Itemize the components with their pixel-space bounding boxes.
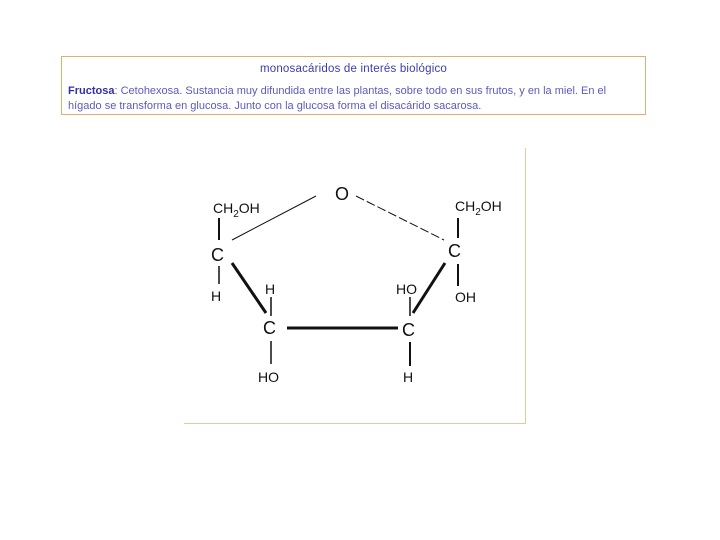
left-ch2oh-tail: OH — [238, 200, 260, 216]
c3-h-label: H — [265, 281, 276, 297]
c2-h-label: H — [211, 288, 222, 304]
left-ch2oh-main: CH — [213, 200, 234, 216]
info-text: : Cetohexosa. Sustancia muy difundida entre las plantas, sobre todo en sus frutos, y en la miel. En el hígado se transforma en glucosa. Junto con la glucosa forma el disacárido sacarosa. — [68, 85, 607, 112]
c4-ho-label: HO — [396, 281, 417, 297]
right-ch2oh-label — [455, 198, 502, 218]
info-title: monosacáridos de interés biológico — [259, 63, 448, 75]
carbon-c3-label: C — [263, 318, 276, 338]
ring-oxygen-label: O — [334, 184, 350, 204]
left-ch2oh-label — [213, 200, 260, 220]
carbon-c2-label: C — [211, 245, 224, 265]
right-ch2oh-tail: OH — [480, 198, 502, 214]
c4-h-label: H — [403, 369, 414, 385]
info-term: Fructosa — [68, 85, 115, 97]
bond-c5-c4 — [413, 263, 445, 313]
carbon-c4-label: C — [402, 320, 415, 340]
c5-oh-label: OH — [455, 289, 476, 305]
c3-ho-label: HO — [258, 369, 279, 385]
left-ch2oh-sub: 2 — [233, 209, 239, 220]
bond-c2-c3 — [232, 263, 266, 313]
carbon-c5-label: C — [448, 241, 461, 261]
right-ch2oh-sub: 2 — [475, 207, 481, 218]
bond-o-c5 — [356, 196, 444, 240]
right-ch2oh-main: CH — [455, 198, 476, 214]
